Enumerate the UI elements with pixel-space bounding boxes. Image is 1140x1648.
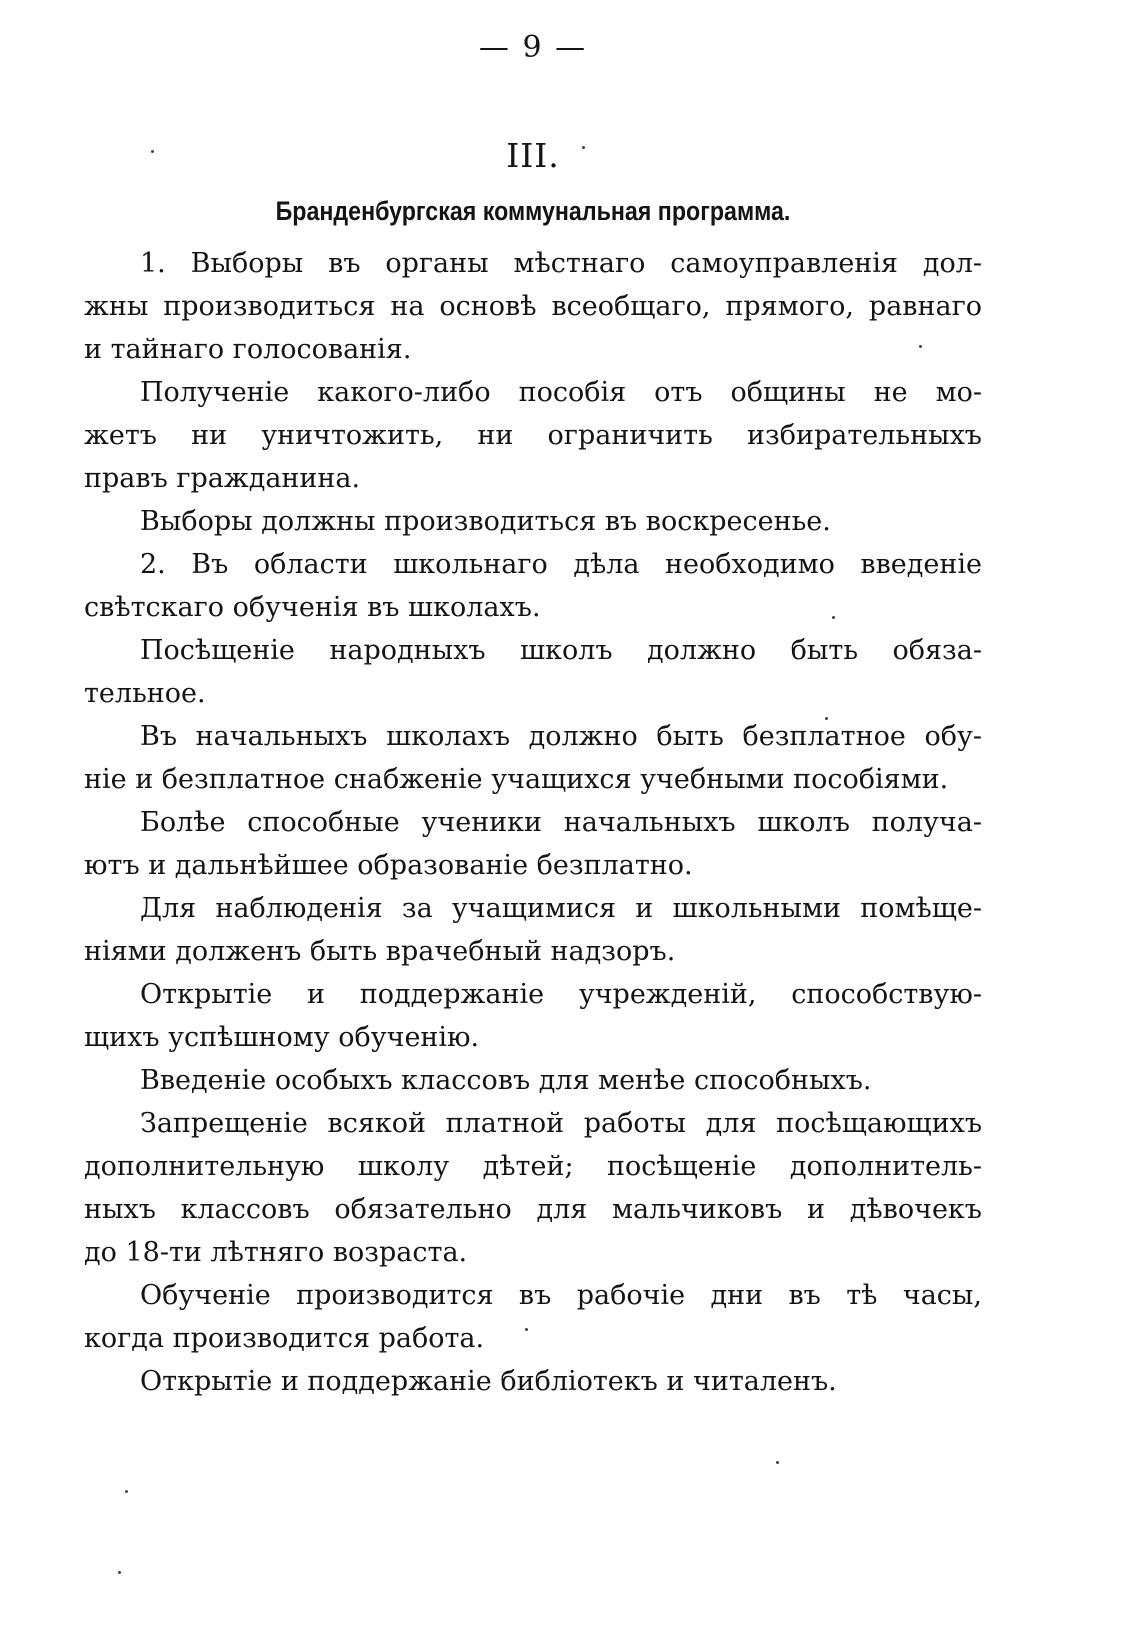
paragraph <box>84 1059 982 1102</box>
paragraph <box>84 371 982 500</box>
text-line: Полученіе какого-либо пособія отъ общины не мо- <box>140 377 982 408</box>
text-line: правъ гражданина. <box>84 463 361 494</box>
paragraph <box>84 242 982 371</box>
body-text <box>84 242 982 1403</box>
scan-speck <box>125 1490 128 1493</box>
text-line: 1. Выборы въ органы мѣстнаго самоуправленія дол- <box>140 248 982 279</box>
text-line: ныхъ классовъ обязательно для мальчиковъ и дѣвочекъ <box>84 1194 982 1225</box>
text-line: ютъ и дальнѣйшее образованіе безплатно. <box>84 850 693 881</box>
paragraph <box>84 629 982 715</box>
text-line: дополнительную школу дѣтей; посѣщеніе дополнитель- <box>84 1151 982 1182</box>
text-line: Выборы должны производиться въ воскресенье. <box>140 506 831 537</box>
scan-speck <box>525 1328 528 1331</box>
scan-speck <box>832 616 835 619</box>
text-line: ніями долженъ быть врачебный надзоръ. <box>84 936 676 967</box>
paragraph <box>84 1360 982 1403</box>
text-line: 2. Въ области школьнаго дѣла необходимо введеніе <box>140 549 982 580</box>
paragraph <box>84 1102 982 1274</box>
scan-speck <box>776 1461 779 1464</box>
text-line: Введеніе особыхъ классовъ для менѣе способныхъ. <box>140 1065 872 1096</box>
scan-speck <box>825 717 828 720</box>
paragraph <box>84 500 982 543</box>
text-line: щихъ успѣшному обученію. <box>84 1022 480 1053</box>
text-line: Болѣе способные ученики начальныхъ школъ получа- <box>140 807 982 838</box>
scan-speck <box>118 1571 121 1574</box>
text-line: Обученіе производится въ рабочіе дни въ тѣ часы, <box>140 1280 982 1311</box>
scan-speck <box>151 150 154 153</box>
text-line: Запрещеніе всякой платной работы для посѣщающихъ <box>140 1108 982 1139</box>
text-line: до 18-ти лѣтняго возраста. <box>84 1237 468 1268</box>
book-page <box>84 0 982 1648</box>
scan-speck <box>582 146 585 149</box>
paragraph <box>84 801 982 887</box>
text-line: жны производиться на основѣ всеобщаго, прямого, равнаго <box>84 291 982 322</box>
text-line: ніе и безплатное снабженіе учащихся учебными пособіями. <box>84 764 949 795</box>
section-title: Бранденбургская коммунальная программа. <box>275 196 791 226</box>
text-line: свѣтскаго обученія въ школахъ. <box>84 592 541 623</box>
scan-speck <box>919 345 922 348</box>
text-line: Для наблюденія за учащимися и школьными помѣще- <box>140 893 982 924</box>
page-number: — 9 — <box>478 30 588 65</box>
text-line: тельное. <box>84 678 206 709</box>
text-line: Открытіе и поддержаніе библіотекъ и читаленъ. <box>140 1366 837 1397</box>
section-number: III. <box>506 136 560 175</box>
text-line: когда производится работа. <box>84 1323 485 1354</box>
text-line: Въ начальныхъ школахъ должно быть безплатное обу- <box>140 721 982 752</box>
text-line: Посѣщеніе народныхъ школъ должно быть обяза- <box>140 635 982 666</box>
text-line: и тайнаго голосованія. <box>84 334 412 365</box>
paragraph <box>84 543 982 629</box>
paragraph <box>84 973 982 1059</box>
paragraph <box>84 1274 982 1360</box>
text-line: Открытіе и поддержаніе учрежденій, способствую- <box>140 979 982 1010</box>
paragraph <box>84 715 982 801</box>
paragraph <box>84 887 982 973</box>
text-line: жетъ ни уничтожить, ни ограничить избирательныхъ <box>84 420 982 451</box>
